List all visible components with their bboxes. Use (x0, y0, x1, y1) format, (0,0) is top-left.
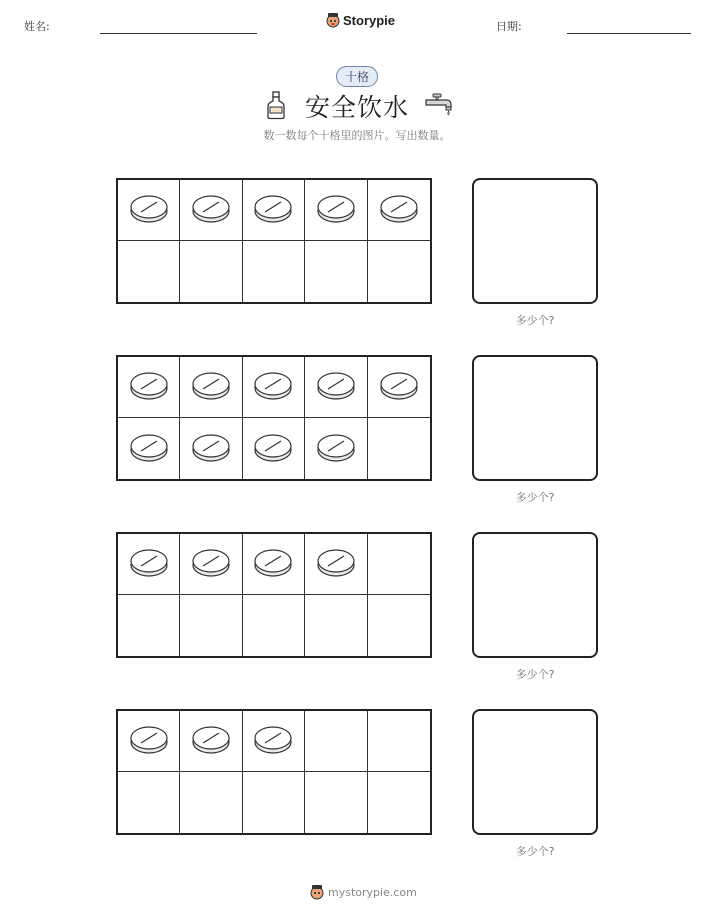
water-purification-tablet-icon (253, 369, 293, 405)
ten-frame-1 (116, 178, 432, 304)
ten-frame-cell (243, 241, 305, 302)
water-purification-tablet-icon (191, 192, 231, 228)
ten-frame-cell (368, 241, 430, 302)
date-label: 日期: (496, 20, 522, 33)
ten-frame-cell (180, 357, 242, 418)
water-purification-tablet-icon (253, 723, 293, 759)
ten-frame-cell (305, 772, 367, 833)
answer-prompt-1: 多少个? (515, 314, 555, 327)
water-purification-tablet-icon (129, 369, 169, 405)
ten-frame-cell (368, 772, 430, 833)
ten-frame-cell (118, 595, 180, 656)
ten-frame-cell (180, 534, 242, 595)
water-purification-tablet-icon (129, 431, 169, 467)
answer-prompt-4: 多少个? (515, 845, 555, 858)
answer-prompt-3: 多少个? (515, 668, 555, 681)
brand-logo (326, 12, 395, 28)
water-purification-tablet-icon (253, 431, 293, 467)
water-purification-tablet-icon (129, 723, 169, 759)
water-purification-tablet-icon (129, 192, 169, 228)
ten-frame-cell (305, 418, 367, 479)
ten-frame-cell (243, 180, 305, 241)
answer-box-4[interactable] (472, 709, 598, 835)
instructions: 数一数每个十格里的图片。写出数量。 (263, 129, 451, 142)
ten-frame-cell (368, 595, 430, 656)
water-purification-tablet-icon (191, 431, 231, 467)
ten-frame-cell (305, 180, 367, 241)
storypie-mascot-icon (310, 884, 324, 900)
storypie-mascot-icon (326, 12, 340, 28)
water-purification-tablet-icon (379, 192, 419, 228)
ten-frame-cell (118, 711, 180, 772)
ten-frame-cell (118, 357, 180, 418)
ten-frame-cell (305, 595, 367, 656)
ten-frame-cell (180, 595, 242, 656)
water-purification-tablet-icon (316, 192, 356, 228)
ten-frame-cell (180, 180, 242, 241)
ten-frame-cell (368, 418, 430, 479)
ten-frame-cell (305, 534, 367, 595)
ten-frame-cell (243, 711, 305, 772)
ten-frame-cell (118, 534, 180, 595)
ten-frame-cell (243, 595, 305, 656)
ten-frame-cell (243, 418, 305, 479)
ten-frame-cell (118, 241, 180, 302)
ten-frame-cell (368, 711, 430, 772)
water-purification-tablet-icon (191, 369, 231, 405)
footer-site: mystorypie.com (328, 885, 417, 899)
ten-frame-cell (118, 418, 180, 479)
water-purification-tablet-icon (316, 369, 356, 405)
name-label: 姓名: (24, 20, 50, 33)
footer (310, 884, 417, 900)
answer-box-3[interactable] (472, 532, 598, 658)
ten-frame-cell (368, 180, 430, 241)
ten-frame-2 (116, 355, 432, 481)
answer-box-2[interactable] (472, 355, 598, 481)
water-purification-tablet-icon (253, 546, 293, 582)
ten-frame-3 (116, 532, 432, 658)
ten-frame-cell (243, 772, 305, 833)
ten-frame-cell (305, 711, 367, 772)
ten-frame-cell (180, 241, 242, 302)
name-line[interactable] (100, 33, 257, 34)
faucet-icon (424, 92, 454, 118)
water-purification-tablet-icon (191, 546, 231, 582)
water-purification-tablet-icon (191, 723, 231, 759)
ten-frame-cell (243, 534, 305, 595)
water-purification-tablet-icon (379, 369, 419, 405)
brand-name: Storypie (343, 12, 396, 28)
answer-box-1[interactable] (472, 178, 598, 304)
ten-frame-cell (368, 357, 430, 418)
ten-frame-cell (305, 241, 367, 302)
ten-frame-cell (180, 772, 242, 833)
ten-frame-cell (243, 357, 305, 418)
ten-frame-cell (118, 772, 180, 833)
ten-frame-badge: 十格 (336, 66, 378, 87)
ten-frame-cell (368, 534, 430, 595)
water-purification-tablet-icon (316, 546, 356, 582)
page-title: 安全饮水 (304, 93, 409, 122)
ten-frame-cell (180, 418, 242, 479)
ten-frame-cell (180, 711, 242, 772)
date-line[interactable] (567, 33, 691, 34)
ten-frame-cell (118, 180, 180, 241)
water-purification-tablet-icon (253, 192, 293, 228)
ten-frame-4 (116, 709, 432, 835)
ten-frame-cell (305, 357, 367, 418)
answer-prompt-2: 多少个? (515, 491, 555, 504)
water-purification-tablet-icon (129, 546, 169, 582)
water-purification-tablet-icon (316, 431, 356, 467)
